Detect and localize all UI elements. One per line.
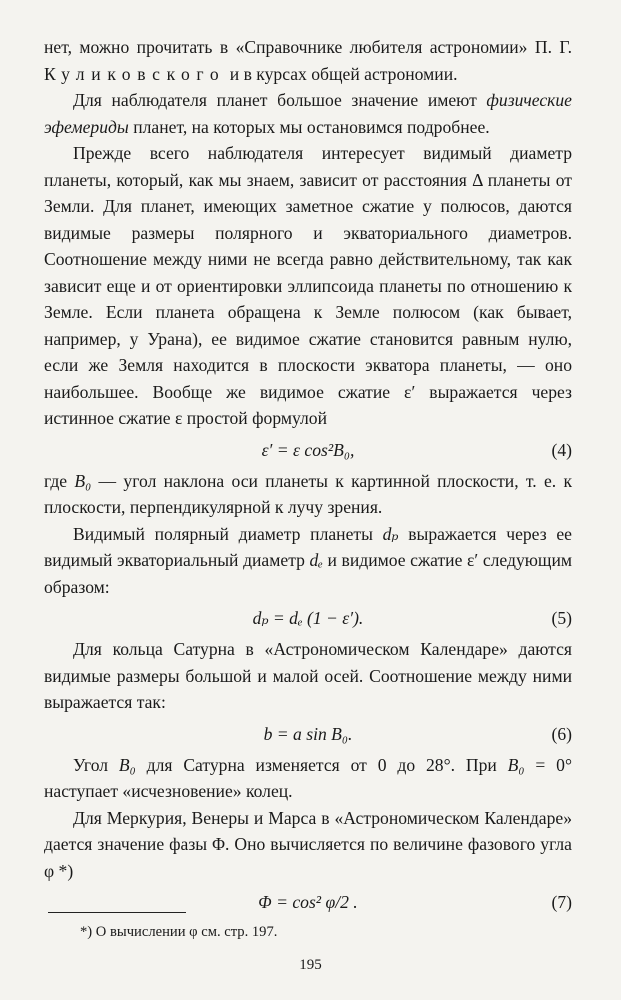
footnote-divider (48, 912, 186, 913)
text-run: Для наблюдателя планет большое значение имеют (73, 90, 487, 110)
equation-eq7 (44, 884, 572, 920)
text-run: нет, можно прочитать в «Справочнике любителя астрономии» П. Г. (44, 37, 572, 57)
text-run: Прежде всего наблюдателя интересует видимый диаметр планеты, который, как мы знаем, зависит от расстояния Δ планеты от Земли. Для планет, имеющих заметное сжатие у полюсов, даются видимые размеры полярного и экваториального диаметров. Соотношение между ними не всегда равно действительному, так как зависит еще и от ориентировки эллипсоида планеты по отношению к Земле. Если планета обращена к Земле полюсом (как бывает, например, у Урана), ее видимое сжатие становится равным нулю, если же Земля находится в плоскости экватора планеты, — оно наибольшее. Вообще же видимое сжатие ε′ выражается через истинное сжатие ε простой формулой (44, 143, 572, 428)
paragraph-p4 (44, 521, 572, 601)
paragraph-p6 (44, 752, 572, 805)
italic-term: dₚ (382, 523, 399, 544)
equation-number: (4) (551, 439, 572, 460)
italic-term: B₀ (507, 754, 525, 775)
paragraph-p2 (44, 140, 572, 432)
italic-term: B₀ (74, 470, 92, 491)
equation-eq4 (44, 432, 572, 468)
equation-eq6 (44, 716, 572, 752)
equation-number: (7) (551, 892, 572, 912)
paragraph-p3 (44, 468, 572, 521)
equation-number: (6) (551, 723, 572, 744)
italic-term: B₀ (118, 754, 136, 775)
paragraph-p0 (44, 34, 572, 87)
paragraph-p5 (44, 636, 572, 716)
text-run: Видимый полярный диаметр планеты (73, 523, 383, 544)
paragraph-p1 (44, 87, 572, 140)
text-run: и видимое сжатие ε′ следующим образом: (44, 550, 573, 597)
italic-term: dₑ (309, 550, 323, 570)
text-run: для Сатурна изменяется от 0 до 28°. При (135, 754, 508, 775)
text-run: Для кольца Сатурна в «Астрономическом Календаре» даются видимые размеры большой и малой осей. Соотношение между ними выражается так: (44, 639, 572, 712)
text-run: где (44, 470, 75, 491)
footnote: *) О вычислении φ см. стр. 197. (80, 924, 278, 940)
equation-expression: Φ = cos² φ/2 . (258, 892, 358, 912)
spaced-name: Куликовского (44, 63, 226, 84)
equation-eq5 (44, 600, 572, 636)
equation-expression: dₚ = dₑ (1 − ε′). (252, 608, 364, 628)
text-run: — угол наклона оси планеты к картинной плоскости, т. е. к плоскости, перпендикулярной к лучу зрения. (44, 470, 572, 517)
page-number: 195 (299, 957, 322, 973)
paragraph-p7 (44, 805, 572, 885)
text-run: и в курсах общей астрономии. (225, 63, 458, 84)
text-run: Угол (73, 754, 119, 775)
text-run: Для Меркурия, Венеры и Марса в «Астрономическом Календаре» дается значение фазы Φ. Оно вычисляется по величине фазового угла φ *) (44, 807, 572, 881)
text-run: выражается через ее видимый экваториальный диаметр (44, 523, 572, 570)
equation-expression: b = a sin B₀. (263, 723, 353, 744)
text-run: планет, на которых мы остановимся подробнее. (128, 116, 490, 137)
italic-term: физические эфемериды (44, 90, 572, 137)
equation-number: (5) (551, 608, 572, 628)
main-text (44, 34, 572, 920)
text-run: = 0° наступает «исчезновение» колец. (44, 754, 572, 801)
equation-expression: ε′ = ε cos²B₀, (261, 439, 355, 460)
